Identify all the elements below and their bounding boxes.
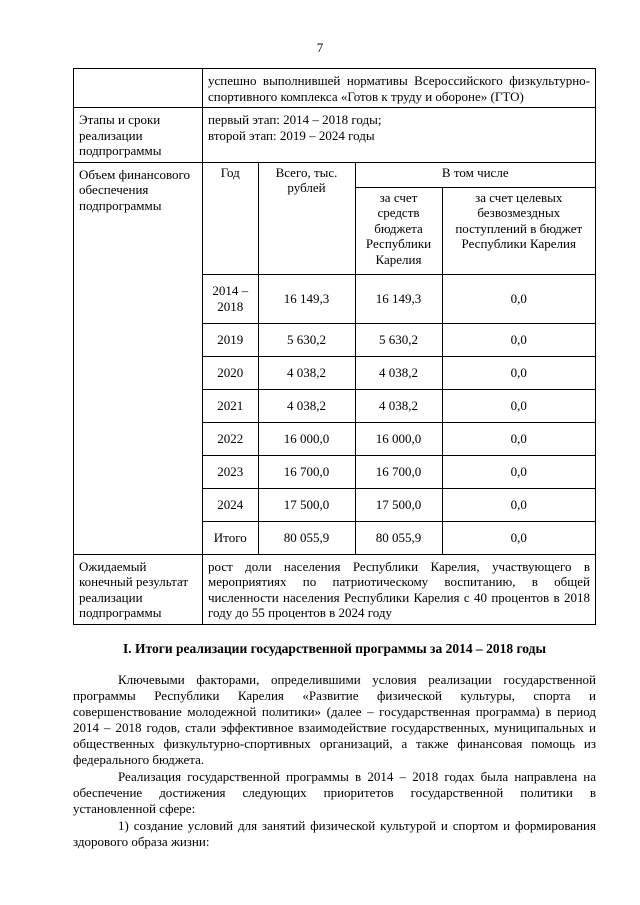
goal-continuation-text: успешно выполнившей нормативы Всероссийского физкультурно-спортивного комплекса «Готов к труду и обороне» (ГТО) — [203, 69, 596, 108]
paragraph-item-1: 1) создание условий для занятий физической культурой и спортом и формирования здорового образа жизни: — [73, 818, 596, 849]
finance-cell-year: 2014 – 2018 — [203, 274, 258, 323]
stages-row — [74, 108, 596, 163]
finance-table-body — [203, 274, 595, 554]
finance-header-budget: за счет средств бюджета Республики Карелия — [355, 187, 442, 274]
finance-cell-targeted: 0,0 — [442, 356, 595, 389]
finance-table-row — [203, 323, 595, 356]
finance-cell-year: 2020 — [203, 356, 258, 389]
finance-header-year: Год — [203, 163, 258, 275]
subprogram-passport-table — [73, 68, 596, 625]
finance-table-row — [203, 274, 595, 323]
finance-cell-budget: 16 000,0 — [355, 422, 442, 455]
finance-cell-targeted: 0,0 — [442, 323, 595, 356]
paragraph-key-factors: Ключевыми факторами, определившими условия реализации государственной программы Республики Карелия «Развитие физической культуры, спорта и совершенствование молодежной политики» (далее – государственная программа) в период 2014 – 2018 годов, стали эффективное взаимодействие государственных, муниципальных и общественных физкультурно-спортивных организаций, а также финансовая помощь из федерального бюджета. — [73, 672, 596, 767]
goal-row — [74, 69, 596, 108]
finance-cell-budget: 5 630,2 — [355, 323, 442, 356]
result-text: рост доли населения Республики Карелия, участвующего в мероприятиях по патриотическому воспитанию, в общей численности населения Республики Карелия с 40 процентов в 2018 году до 55 процентов в 2024 году — [203, 554, 596, 624]
finance-label: Объем финансового обеспечения подпрограммы — [74, 162, 203, 554]
finance-table-cell — [203, 162, 596, 554]
finance-table-row — [203, 488, 595, 521]
finance-header-total: Всего, тыс. рублей — [258, 163, 355, 275]
finance-table-row — [203, 356, 595, 389]
finance-cell-year: Итого — [203, 521, 258, 554]
page-number: 7 — [316, 40, 324, 55]
finance-cell-budget: 17 500,0 — [355, 488, 442, 521]
finance-table-row — [203, 389, 595, 422]
stages-label: Этапы и сроки реализации подпрограммы — [74, 108, 203, 163]
finance-table-row — [203, 455, 595, 488]
finance-table-row — [203, 422, 595, 455]
finance-cell-year: 2024 — [203, 488, 258, 521]
finance-cell-budget: 16 700,0 — [355, 455, 442, 488]
finance-cell-year: 2021 — [203, 389, 258, 422]
finance-cell-targeted: 0,0 — [442, 521, 595, 554]
finance-table — [203, 163, 595, 554]
finance-cell-targeted: 0,0 — [442, 389, 595, 422]
finance-cell-year: 2022 — [203, 422, 258, 455]
finance-header-targeted: за счет целевых безвозмездных поступлений в бюджет Республики Карелия — [442, 187, 595, 274]
finance-cell-year: 2023 — [203, 455, 258, 488]
stage-one: первый этап: 2014 – 2018 годы; — [208, 112, 382, 127]
section-title: I. Итоги реализации государственной программы за 2014 – 2018 годы — [123, 641, 546, 656]
finance-cell-targeted: 0,0 — [442, 422, 595, 455]
finance-cell-budget: 80 055,9 — [355, 521, 442, 554]
finance-header-including: В том числе — [355, 163, 595, 188]
finance-cell-targeted: 0,0 — [442, 488, 595, 521]
finance-cell-total: 5 630,2 — [258, 323, 355, 356]
result-label: Ожидаемый конечный результат реализации подпрограммы — [74, 554, 203, 624]
finance-row — [74, 162, 596, 554]
finance-cell-total: 80 055,9 — [258, 521, 355, 554]
finance-cell-budget: 4 038,2 — [355, 389, 442, 422]
goal-label-cell — [74, 69, 203, 108]
finance-cell-total: 16 700,0 — [258, 455, 355, 488]
result-row — [74, 554, 596, 624]
finance-header-row-1 — [203, 163, 595, 188]
stage-two: второй этап: 2019 – 2024 годы — [208, 127, 375, 143]
stages-value — [203, 108, 596, 163]
paragraph-priorities: Реализация государственной программы в 2014 – 2018 годах была направлена на обеспечение достижения следующих приоритетов государственной политики в установленной сфере: — [73, 769, 596, 816]
finance-cell-total: 4 038,2 — [258, 356, 355, 389]
finance-cell-year: 2019 — [203, 323, 258, 356]
finance-cell-budget: 16 149,3 — [355, 274, 442, 323]
finance-cell-total: 17 500,0 — [258, 488, 355, 521]
section-body — [73, 672, 596, 850]
finance-cell-total: 16 149,3 — [258, 274, 355, 323]
finance-cell-budget: 4 038,2 — [355, 356, 442, 389]
finance-cell-targeted: 0,0 — [442, 274, 595, 323]
finance-cell-total: 4 038,2 — [258, 389, 355, 422]
finance-cell-total: 16 000,0 — [258, 422, 355, 455]
finance-table-row — [203, 521, 595, 554]
finance-cell-targeted: 0,0 — [442, 455, 595, 488]
